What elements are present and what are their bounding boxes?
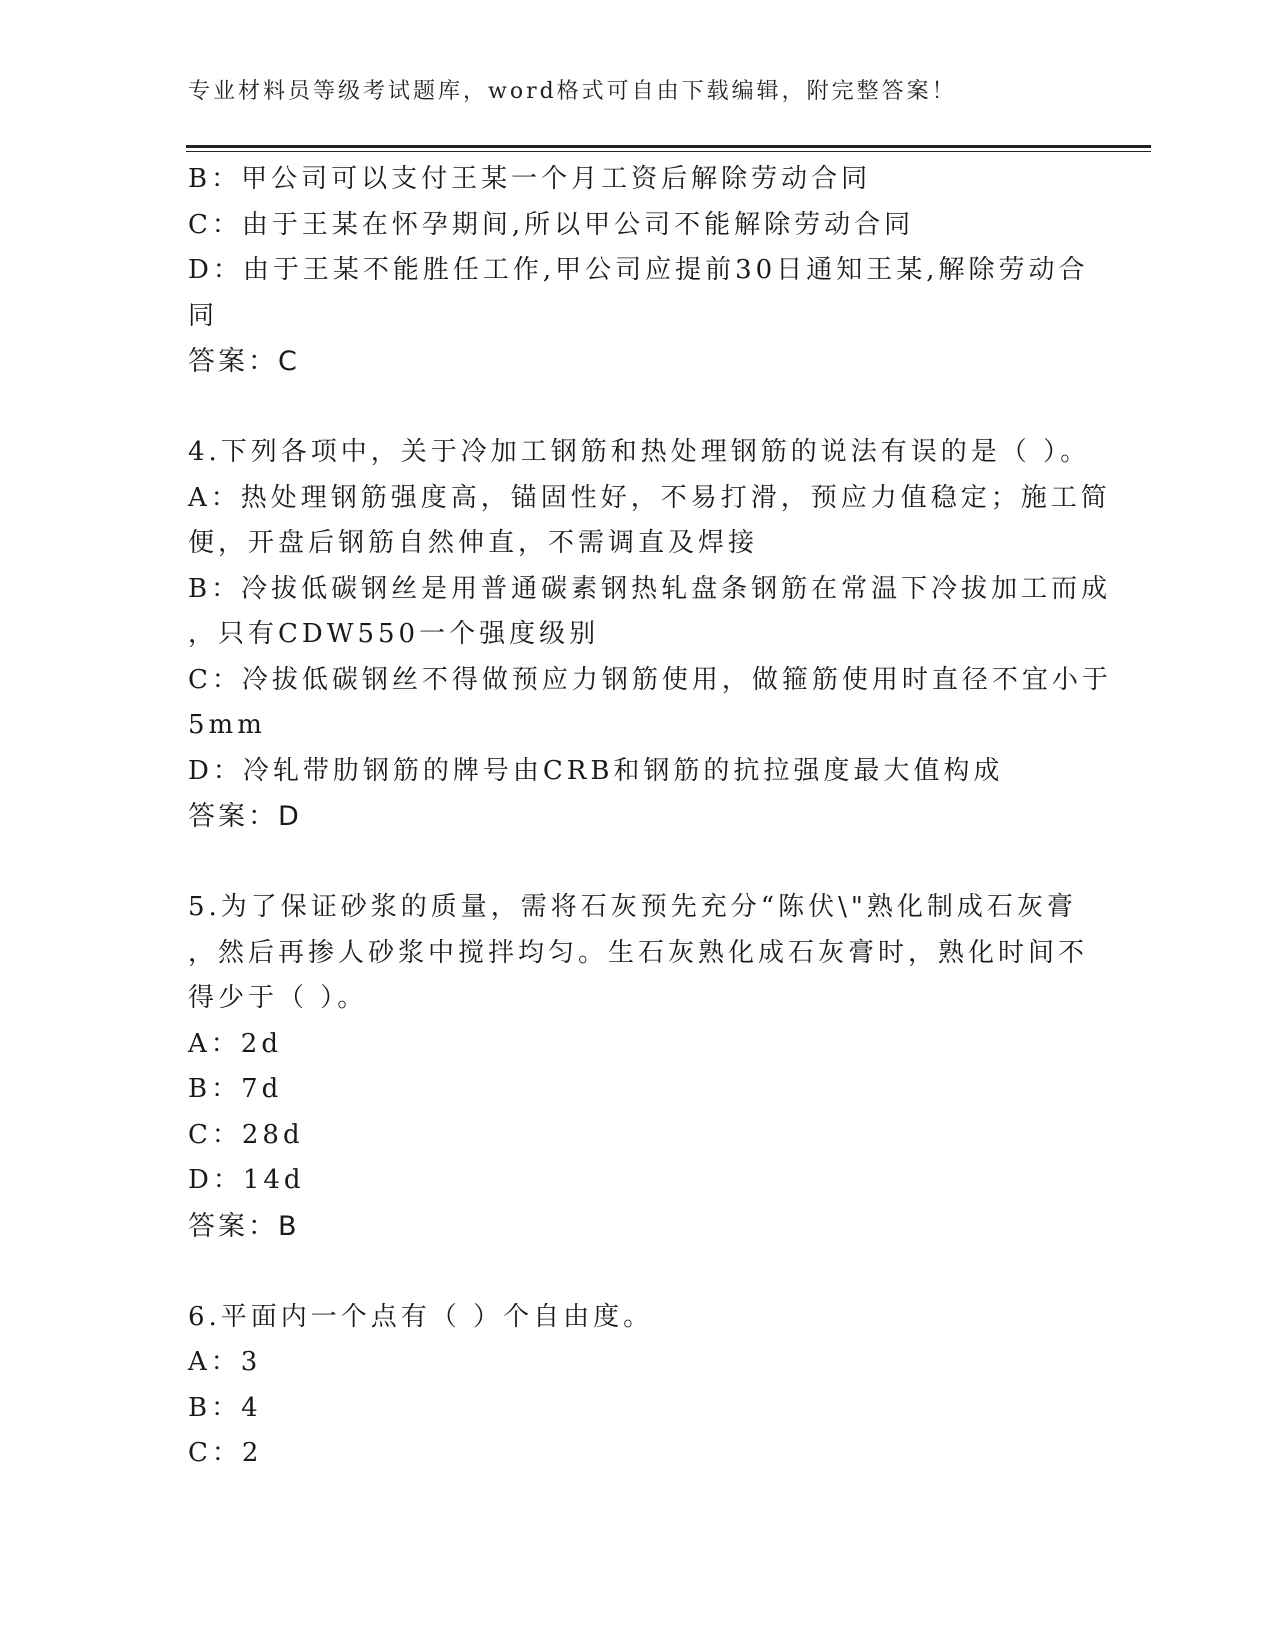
option-c: C：冷拔低碳钢丝不得做预应力钢筋使用，做箍筋使用时直径不宜小于	[188, 664, 1112, 695]
question-3	[188, 157, 1088, 385]
option-b: B：7d	[188, 1074, 283, 1104]
option-b: B：甲公司可以支付王某一个月工资后解除劳动合同	[188, 164, 872, 194]
spacer	[188, 385, 1088, 431]
header-rule-thick	[186, 145, 1151, 148]
question-4	[188, 430, 1112, 840]
option-b-continued: ，只有CDW550一个强度级别	[188, 619, 600, 649]
spacer	[188, 1249, 1088, 1295]
question-stem-continued: ，然后再掺人砂浆中搅拌均匀。生石灰熟化成石灰膏时，熟化时间不	[188, 937, 1089, 968]
option-c: C：28d	[188, 1119, 304, 1150]
option-b: B：冷拔低碳钢丝是用普通碳素钢热轧盘条钢筋在常温下冷拔加工而成	[188, 573, 1112, 604]
question-6	[188, 1295, 1088, 1477]
option-a: A：热处理钢筋强度高，锚固性好，不易打滑，预应力值稳定；施工简	[188, 482, 1111, 513]
page-header: 专业材料员等级考试题库，word格式可自由下载编辑，附完整答案！	[188, 79, 957, 104]
spacer	[188, 840, 1088, 886]
question-stem: 5.为了保证砂浆的质量，需将石灰预先充分“陈伏\"熟化制成石灰膏	[188, 892, 1077, 922]
answer: 答案：C	[188, 346, 300, 377]
option-d: D：由于王某不能胜任工作,甲公司应提前30日通知王某,解除劳动合	[188, 255, 1089, 285]
option-d-continued: 同	[188, 300, 219, 331]
option-a: A：3	[188, 1347, 262, 1377]
question-5	[188, 885, 1088, 1249]
option-a-continued: 便，开盘后钢筋自然伸直，不需调直及焊接	[188, 528, 759, 558]
option-c-continued: 5mm	[188, 710, 266, 740]
option-c: C：2	[188, 1438, 263, 1468]
answer: 答案：D	[188, 801, 302, 832]
option-c: C：由于王某在怀孕期间,所以甲公司不能解除劳动合同	[188, 209, 915, 240]
question-stem-continued: 得少于（ ）。	[188, 983, 368, 1013]
answer: 答案：B	[188, 1210, 300, 1242]
header-rule-thin	[186, 151, 1151, 152]
question-stem: 4.下列各项中，关于冷加工钢筋和热处理钢筋的说法有误的是（ ）。	[188, 437, 1091, 467]
question-stem: 6.平面内一个点有（ ）个自由度。	[188, 1301, 654, 1332]
option-b: B：4	[188, 1392, 262, 1423]
document-body	[188, 157, 1112, 1477]
option-d: D：14d	[188, 1165, 305, 1195]
option-a: A：2d	[188, 1028, 282, 1059]
option-d: D：冷轧带肋钢筋的牌号由CRB和钢筋的抗拉强度最大值构成	[188, 755, 1004, 786]
